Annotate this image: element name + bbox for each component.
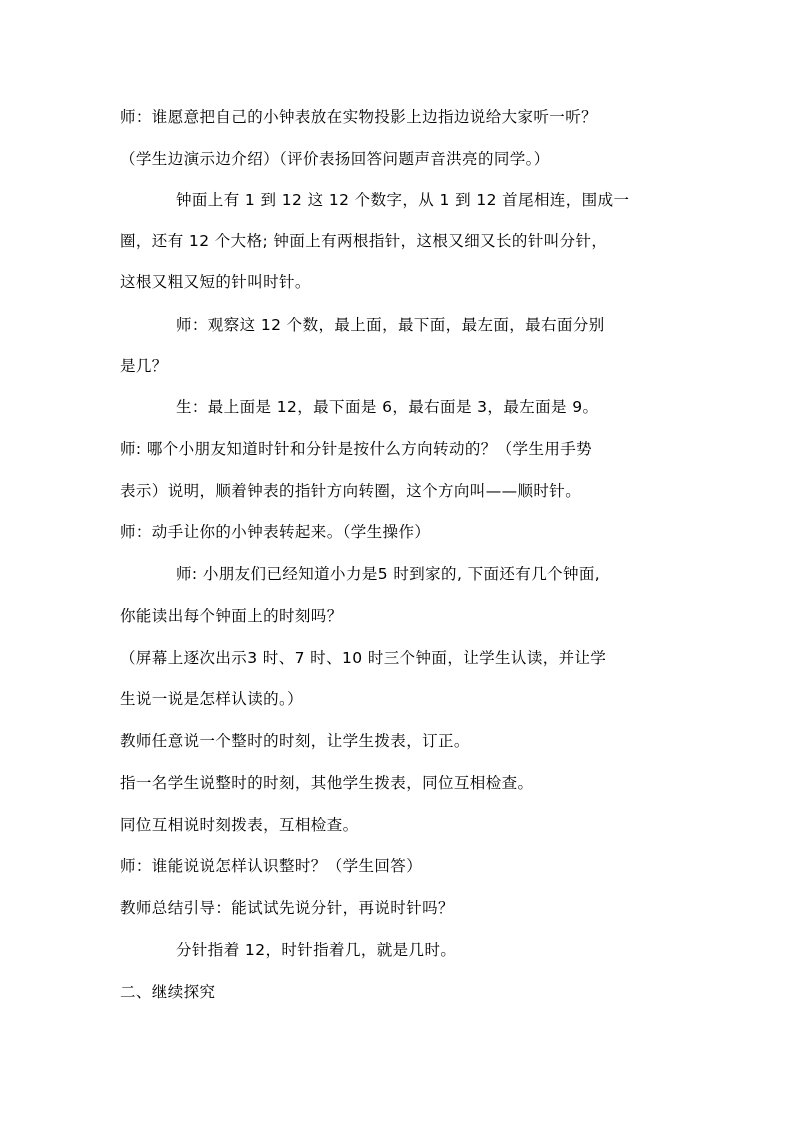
text-line-20: 教师总结引导：能试试先说分针，再说时针吗？ xyxy=(120,899,454,917)
text-line-12: 师: 小朋友们已经知道小力是5 时到家的, 下面还有几个钟面, xyxy=(176,565,601,583)
text-line-2: （学生边演示边介绍）（评价表扬回答问题声音洪亮的同学。） xyxy=(120,150,550,168)
section-heading: 二、继续探究 xyxy=(120,983,216,1001)
text-line-15: 生说一说是怎样认读的。） xyxy=(120,690,304,708)
text-line-17: 指一名学生说整时的时刻，其他学生拨表，同位互相检查。 xyxy=(120,774,534,792)
text-line-13: 你能读出每个钟面上的时刻吗？ xyxy=(120,607,343,625)
text-line-8: 生：最上面是 12，最下面是 6，最右面是 3，最左面是 9。 xyxy=(176,398,599,416)
text-line-5: 这根又粗又短的针叫时针。 xyxy=(120,273,311,291)
text-line-14: （屏幕上逐次出示3 时、7 时、10 时三个钟面，让学生认读，并让学 xyxy=(120,649,607,667)
text-line-10: 表示）说明，顺着钟表的指针方向转圈，这个方向叫——顺时针。 xyxy=(120,482,582,500)
text-line-18: 同位互相说时刻拨表，互相检查。 xyxy=(120,816,359,834)
text-line-3: 钟面上有 1 到 12 这 12 个数字，从 1 到 12 首尾相连，围成一 xyxy=(176,191,630,209)
text-line-9: 师: 哪个小朋友知道时针和分针是按什么方向转动的？（学生用手势 xyxy=(120,440,593,458)
text-line-21: 分针指着 12，时针指着几，就是几时。 xyxy=(176,941,457,959)
text-line-7: 是几？ xyxy=(120,357,168,375)
text-line-11: 师：动手让你的小钟表转起来。（学生操作） xyxy=(120,523,431,541)
text-line-19: 师：谁能说说怎样认识整时？（学生回答） xyxy=(120,857,423,875)
text-line-6: 师：观察这 12 个数，最上面，最下面，最左面，最右面分别 xyxy=(176,316,605,334)
text-line-1: 师：谁愿意把自己的小钟表放在实物投影上边指边说给大家听一听？ xyxy=(120,108,598,126)
text-line-4: 圈，还有 12 个大格; 钟面上有两根指针，这根又细又长的针叫分针， xyxy=(120,232,608,250)
text-line-16: 教师任意说一个整时的时刻，让学生拨表，订正。 xyxy=(120,732,470,750)
